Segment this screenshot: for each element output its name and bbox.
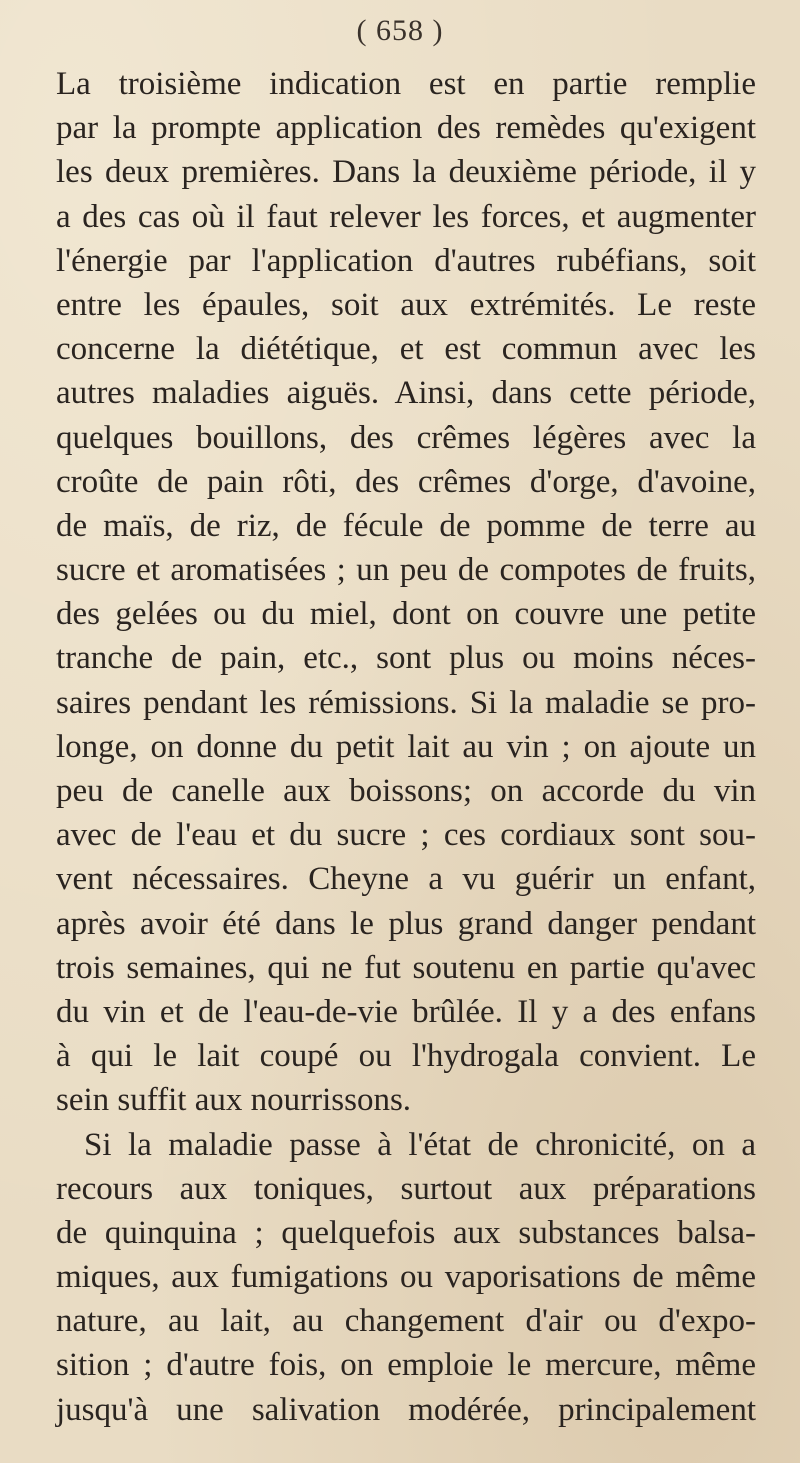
page-number: ( 658 ) <box>356 14 444 47</box>
text-line: à qui le lait coupé ou l'hydrogala convient. Le <box>56 1038 756 1075</box>
text-line: miques, aux fumigations ou vaporisations de même <box>56 1259 756 1296</box>
text-line: de quinquina ; quelquefois aux substances balsa- <box>56 1214 756 1251</box>
text-line: jusqu'à une salivation modérée, principalement <box>56 1391 756 1428</box>
text-line: par la prompte application des remèdes qu'exigent <box>56 110 756 147</box>
text-line: nature, au lait, au changement d'air ou d'expo- <box>56 1303 756 1340</box>
text-line: trois semaines, qui ne fut soutenu en partie qu'avec <box>56 949 756 986</box>
text-line: saires pendant les rémissions. Si la maladie se pro- <box>56 684 756 721</box>
text-line: sucre et aromatisées ; un peu de compotes de fruits, <box>56 552 756 589</box>
text-line: sition ; d'autre fois, on emploie le mercure, même <box>56 1347 756 1384</box>
text-line: de maïs, de riz, de fécule de pomme de terre au <box>56 507 756 544</box>
text-line: croûte de pain rôti, des crêmes d'orge, d'avoine, <box>56 463 756 500</box>
text-line: tranche de pain, etc., sont plus ou moins néces- <box>56 640 756 677</box>
text-line: vent nécessaires. Cheyne a vu guérir un enfant, <box>56 861 756 898</box>
text-line: les deux premières. Dans la deuxième période, il y <box>56 154 756 191</box>
text-line: avec de l'eau et du sucre ; ces cordiaux sont sou- <box>56 817 756 854</box>
text-line: l'énergie par l'application d'autres rubéfians, soit <box>56 242 756 279</box>
text-line: concerne la diététique, et est commun avec les <box>56 331 756 368</box>
text-line: peu de canelle aux boissons; on accorde du vin <box>56 773 756 809</box>
text-line: La troisième indication est en partie remplie <box>56 66 756 102</box>
text-line: entre les épaules, soit aux extrémités. Le reste <box>56 286 756 323</box>
body-text <box>56 62 756 1432</box>
text-line: autres maladies aiguës. Ainsi, dans cette période, <box>56 375 756 412</box>
text-line: des gelées ou du miel, dont on couvre une petite <box>56 596 756 633</box>
text-line: recours aux toniques, surtout aux préparations <box>56 1170 756 1207</box>
text-line: longe, on donne du petit lait au vin ; on ajoute un <box>56 728 756 765</box>
paragraph-start-line: Si la maladie passe à l'état de chronicité, on a <box>84 1126 756 1163</box>
text-line: après avoir été dans le plus grand danger pendant <box>56 905 756 942</box>
paragraph-end-line: sein suffit aux nourrissons. <box>56 1082 412 1119</box>
text-line: du vin et de l'eau-de-vie brûlée. Il y a des enfans <box>56 993 756 1030</box>
text-line: a des cas où il faut relever les forces, et augmenter <box>56 198 756 235</box>
text-line: quelques bouillons, des crêmes légères avec la <box>56 419 756 456</box>
